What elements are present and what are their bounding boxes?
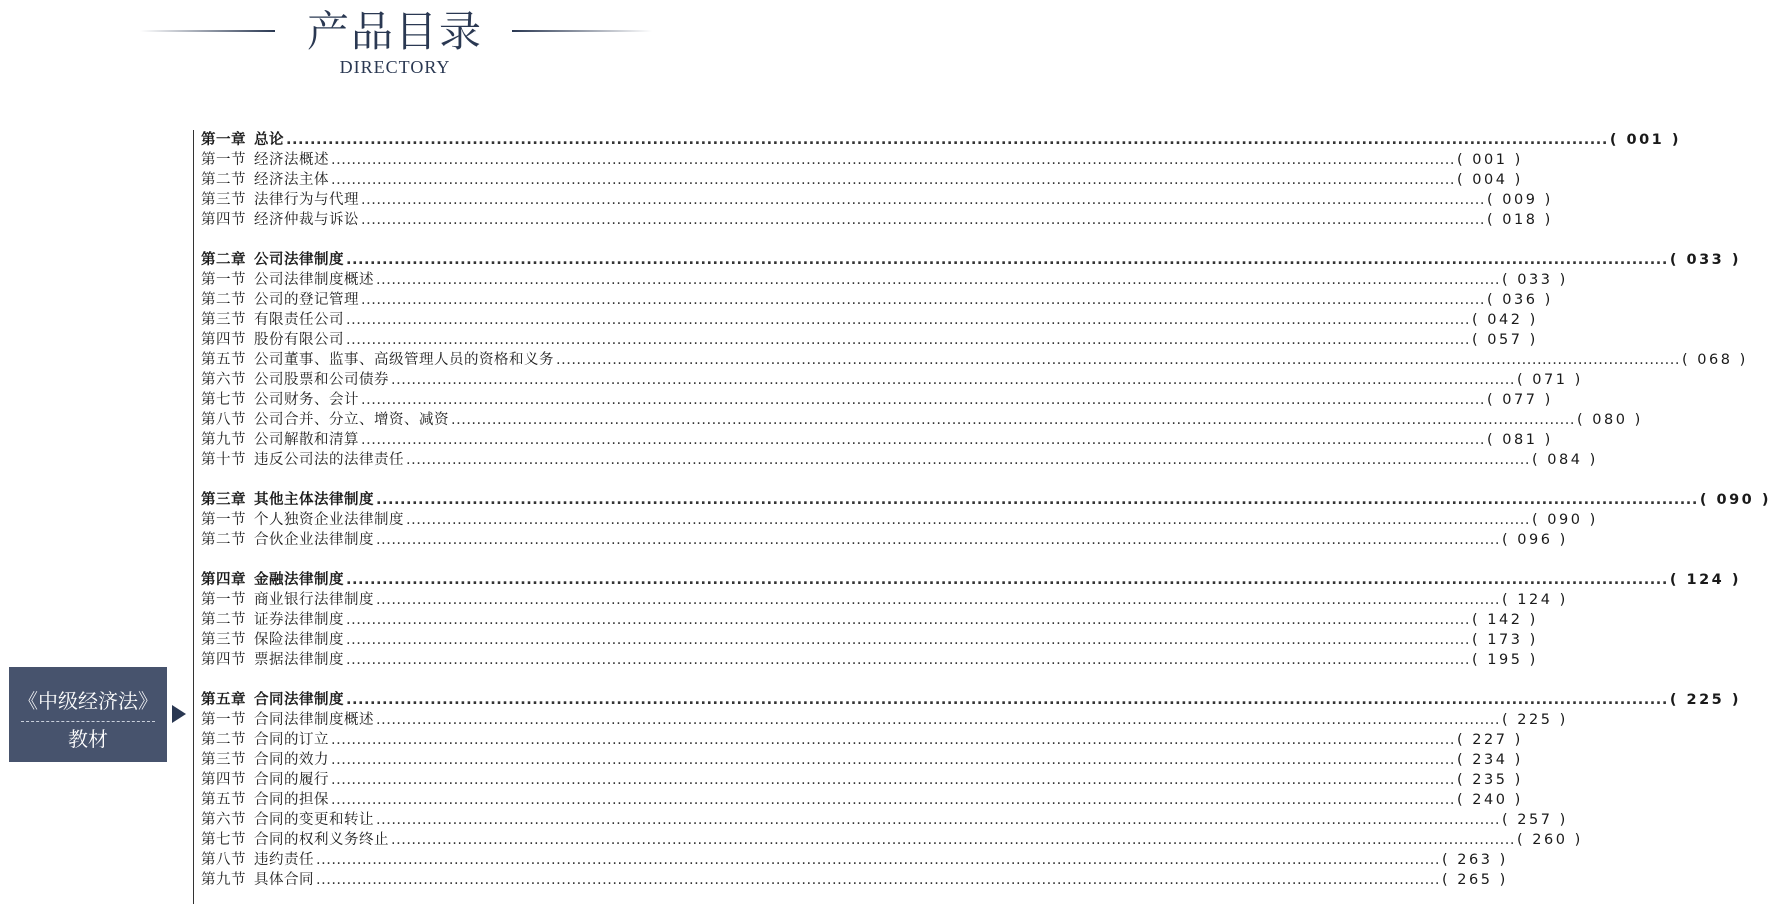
leader-dots: ............................................................................................................................................................................................................................ [376,712,1501,728]
section-number: 第十节 [201,452,246,468]
section-number: 第四节 [201,212,246,228]
leader-dots: ............................................................................................................................................................................................................................ [331,152,1456,168]
chapter-label [201,490,374,510]
chapter-number: 第二章 [201,252,246,268]
section-title: 合同的履行 [254,772,329,788]
section-title: 公司财务、会计 [254,392,359,408]
section-label [201,170,329,190]
leader-dots: ............................................................................................................................................................................................................................ [346,612,1471,628]
chapter-page-number: ( 001 ) [1609,132,1681,148]
section-page-number: ( 234 ) [1457,752,1523,768]
section-number: 第二节 [201,612,246,628]
section-title: 合同的效力 [254,752,329,768]
section-page-number: ( 036 ) [1487,292,1553,308]
section-label [201,370,389,390]
section-label [201,310,344,330]
section-number: 第四节 [201,772,246,788]
leader-dots: ............................................................................................................................................................................................................................ [346,312,1471,328]
section-entry [201,650,1538,670]
catalog-header [0,0,790,90]
section-title: 经济法主体 [254,172,329,188]
section-entry [201,390,1553,410]
section-number: 第九节 [201,432,246,448]
section-page-number: ( 265 ) [1442,872,1508,888]
section-entry [201,270,1568,290]
leader-dots: ............................................................................................................................................................................................................................ [331,172,1456,188]
section-number: 第五节 [201,352,246,368]
section-number: 第二节 [201,732,246,748]
badge-book-title: 《中级经济法》 [18,689,158,713]
leader-dots: ............................................................................................................................................................................................................................ [376,532,1501,548]
leader-dots: ............................................................................................................................................................................................................................ [316,852,1441,868]
section-title: 公司合并、分立、增资、减资 [254,412,449,428]
section-page-number: ( 240 ) [1457,792,1523,808]
section-title: 商业银行法律制度 [254,592,374,608]
leader-dots: ............................................................................................................................................................................................................................ [346,632,1471,648]
section-number: 第一节 [201,272,246,288]
leader-dots: ............................................................................................................................................................................................................................ [361,212,1486,228]
chapter-block [201,690,1741,890]
section-label [201,830,389,850]
section-title: 证券法律制度 [254,612,344,628]
section-title: 违约责任 [254,852,314,868]
chapter-label [201,250,344,270]
chapter-label [201,690,344,710]
section-entry [201,210,1553,230]
chapter-title: 其他主体法律制度 [254,492,374,508]
section-entry [201,150,1523,170]
section-title: 合同的订立 [254,732,329,748]
chapter-page-number: ( 225 ) [1669,692,1741,708]
arrow-right-icon [172,705,186,723]
section-number: 第一节 [201,592,246,608]
section-title: 具体合同 [254,872,314,888]
leader-dots: ............................................................................................................................................................................................................................ [361,432,1486,448]
chapter-page-number: ( 124 ) [1669,572,1741,588]
leader-dots: ............................................................................................................................................................................................................................ [361,392,1486,408]
section-number: 第七节 [201,832,246,848]
section-number: 第九节 [201,872,246,888]
leader-dots: ............................................................................................................................................................................................................................ [361,192,1486,208]
section-entry [201,530,1568,550]
section-title: 合同的变更和转让 [254,812,374,828]
section-entry [201,510,1598,530]
leader-dots: ............................................................................................................................................................................................................................ [286,132,1608,148]
section-label [201,450,404,470]
section-page-number: ( 042 ) [1472,312,1538,328]
section-entry [201,630,1538,650]
section-label [201,290,359,310]
section-number: 第三节 [201,192,246,208]
table-of-contents [201,130,1771,910]
section-entry [201,450,1598,470]
chapter-title: 合同法律制度 [254,692,344,708]
section-label [201,510,404,530]
page-subtitle: DIRECTORY [339,57,451,77]
section-number: 第四节 [201,332,246,348]
section-page-number: ( 084 ) [1532,452,1598,468]
section-label [201,330,344,350]
page-title: 产品目录 [306,7,483,56]
leader-dots: ............................................................................................................................................................................................................................ [376,812,1501,828]
chapter-heading [201,250,1741,270]
section-entry [201,310,1538,330]
section-page-number: ( 081 ) [1487,432,1553,448]
section-title: 公司的登记管理 [254,292,359,308]
chapter-block [201,250,1748,470]
chapter-label [201,130,284,150]
section-number: 第三节 [201,632,246,648]
section-number: 第七节 [201,392,246,408]
section-page-number: ( 004 ) [1457,172,1523,188]
section-number: 第一节 [201,152,246,168]
section-entry [201,850,1508,870]
section-entry [201,750,1523,770]
chapter-page-number: ( 090 ) [1699,492,1771,508]
leader-dots: ............................................................................................................................................................................................................................ [346,252,1668,268]
section-label [201,270,374,290]
section-entry [201,410,1643,430]
section-entry [201,830,1583,850]
section-label [201,610,344,630]
section-label [201,770,329,790]
section-number: 第三节 [201,752,246,768]
section-number: 第二节 [201,172,246,188]
chapter-block [201,130,1681,230]
section-label [201,630,344,650]
section-entry [201,170,1523,190]
section-label [201,210,359,230]
section-title: 合伙企业法律制度 [254,532,374,548]
section-page-number: ( 142 ) [1472,612,1538,628]
section-title: 票据法律制度 [254,652,344,668]
section-label [201,350,554,370]
book-badge [9,667,167,762]
section-number: 第六节 [201,812,246,828]
section-title: 违反公司法的法律责任 [254,452,404,468]
section-label [201,150,329,170]
header-rule-right [512,30,652,32]
leader-dots: ............................................................................................................................................................................................................................ [376,492,1698,508]
badge-book-type: 教材 [68,727,108,751]
section-label [201,530,374,550]
chapter-number: 第一章 [201,132,246,148]
section-page-number: ( 257 ) [1502,812,1568,828]
chapter-label [201,570,344,590]
section-label [201,790,329,810]
section-title: 经济法概述 [254,152,329,168]
section-entry [201,790,1523,810]
section-title: 个人独资企业法律制度 [254,512,404,528]
section-entry [201,290,1553,310]
section-page-number: ( 227 ) [1457,732,1523,748]
section-label [201,750,329,770]
leader-dots: ............................................................................................................................................................................................................................ [346,692,1668,708]
section-title: 股份有限公司 [254,332,344,348]
section-title: 公司法律制度概述 [254,272,374,288]
leader-dots: ............................................................................................................................................................................................................................ [391,832,1516,848]
leader-dots: ............................................................................................................................................................................................................................ [346,652,1471,668]
leader-dots: ............................................................................................................................................................................................................................ [346,572,1668,588]
section-number: 第二节 [201,292,246,308]
section-page-number: ( 225 ) [1502,712,1568,728]
chapter-number: 第三章 [201,492,246,508]
chapter-block [201,490,1771,550]
section-title: 公司解散和清算 [254,432,359,448]
section-number: 第一节 [201,512,246,528]
section-page-number: ( 057 ) [1472,332,1538,348]
section-title: 合同法律制度概述 [254,712,374,728]
section-label [201,730,329,750]
leader-dots: ............................................................................................................................................................................................................................ [331,792,1456,808]
leader-dots: ............................................................................................................................................................................................................................ [376,592,1501,608]
header-rule-left [140,30,275,32]
section-title: 公司股票和公司债券 [254,372,389,388]
chapter-page-number: ( 033 ) [1669,252,1741,268]
section-page-number: ( 001 ) [1457,152,1523,168]
section-label [201,430,359,450]
leader-dots: ............................................................................................................................................................................................................................ [376,272,1501,288]
chapter-title: 总论 [254,132,284,148]
section-page-number: ( 260 ) [1517,832,1583,848]
toc-divider-line [193,130,194,904]
section-number: 第四节 [201,652,246,668]
section-title: 有限责任公司 [254,312,344,328]
section-entry [201,430,1553,450]
section-label [201,410,449,430]
leader-dots: ............................................................................................................................................................................................................................ [391,372,1516,388]
section-page-number: ( 124 ) [1502,592,1568,608]
badge-divider [21,721,155,722]
section-label [201,590,374,610]
section-label [201,710,374,730]
section-page-number: ( 033 ) [1502,272,1568,288]
chapter-number: 第四章 [201,572,246,588]
section-number: 第八节 [201,852,246,868]
section-title: 法律行为与代理 [254,192,359,208]
section-label [201,190,359,210]
section-page-number: ( 068 ) [1682,352,1748,368]
leader-dots: ............................................................................................................................................................................................................................ [556,352,1681,368]
section-title: 保险法律制度 [254,632,344,648]
leader-dots: ............................................................................................................................................................................................................................ [316,872,1441,888]
section-entry [201,350,1748,370]
section-label [201,390,359,410]
section-page-number: ( 195 ) [1472,652,1538,668]
section-page-number: ( 096 ) [1502,532,1568,548]
section-entry [201,870,1508,890]
section-label [201,850,314,870]
section-page-number: ( 009 ) [1487,192,1553,208]
leader-dots: ............................................................................................................................................................................................................................ [361,292,1486,308]
chapter-heading [201,490,1771,510]
leader-dots: ............................................................................................................................................................................................................................ [451,412,1576,428]
section-page-number: ( 235 ) [1457,772,1523,788]
section-page-number: ( 090 ) [1532,512,1598,528]
leader-dots: ............................................................................................................................................................................................................................ [406,452,1531,468]
section-title: 公司董事、监事、高级管理人员的资格和义务 [254,352,554,368]
section-page-number: ( 071 ) [1517,372,1583,388]
leader-dots: ............................................................................................................................................................................................................................ [331,772,1456,788]
section-label [201,810,374,830]
section-entry [201,730,1523,750]
leader-dots: ............................................................................................................................................................................................................................ [331,732,1456,748]
section-number: 第八节 [201,412,246,428]
leader-dots: ............................................................................................................................................................................................................................ [406,512,1531,528]
section-entry [201,710,1568,730]
section-page-number: ( 018 ) [1487,212,1553,228]
chapter-block [201,570,1741,670]
section-page-number: ( 173 ) [1472,632,1538,648]
section-entry [201,190,1553,210]
section-number: 第六节 [201,372,246,388]
section-page-number: ( 263 ) [1442,852,1508,868]
section-entry [201,810,1568,830]
section-title: 经济仲裁与诉讼 [254,212,359,228]
section-entry [201,610,1538,630]
chapter-heading [201,690,1741,710]
chapter-title: 公司法律制度 [254,252,344,268]
section-number: 第二节 [201,532,246,548]
chapter-heading [201,570,1741,590]
section-entry [201,770,1523,790]
section-number: 第五节 [201,792,246,808]
section-title: 合同的权利义务终止 [254,832,389,848]
chapter-heading [201,130,1681,150]
leader-dots: ............................................................................................................................................................................................................................ [331,752,1456,768]
section-number: 第三节 [201,312,246,328]
section-entry [201,590,1568,610]
chapter-number: 第五章 [201,692,246,708]
section-number: 第一节 [201,712,246,728]
section-label [201,650,344,670]
section-page-number: ( 077 ) [1487,392,1553,408]
chapter-title: 金融法律制度 [254,572,344,588]
section-entry [201,330,1538,350]
leader-dots: ............................................................................................................................................................................................................................ [346,332,1471,348]
section-page-number: ( 080 ) [1577,412,1643,428]
section-label [201,870,314,890]
section-title: 合同的担保 [254,792,329,808]
section-entry [201,370,1583,390]
